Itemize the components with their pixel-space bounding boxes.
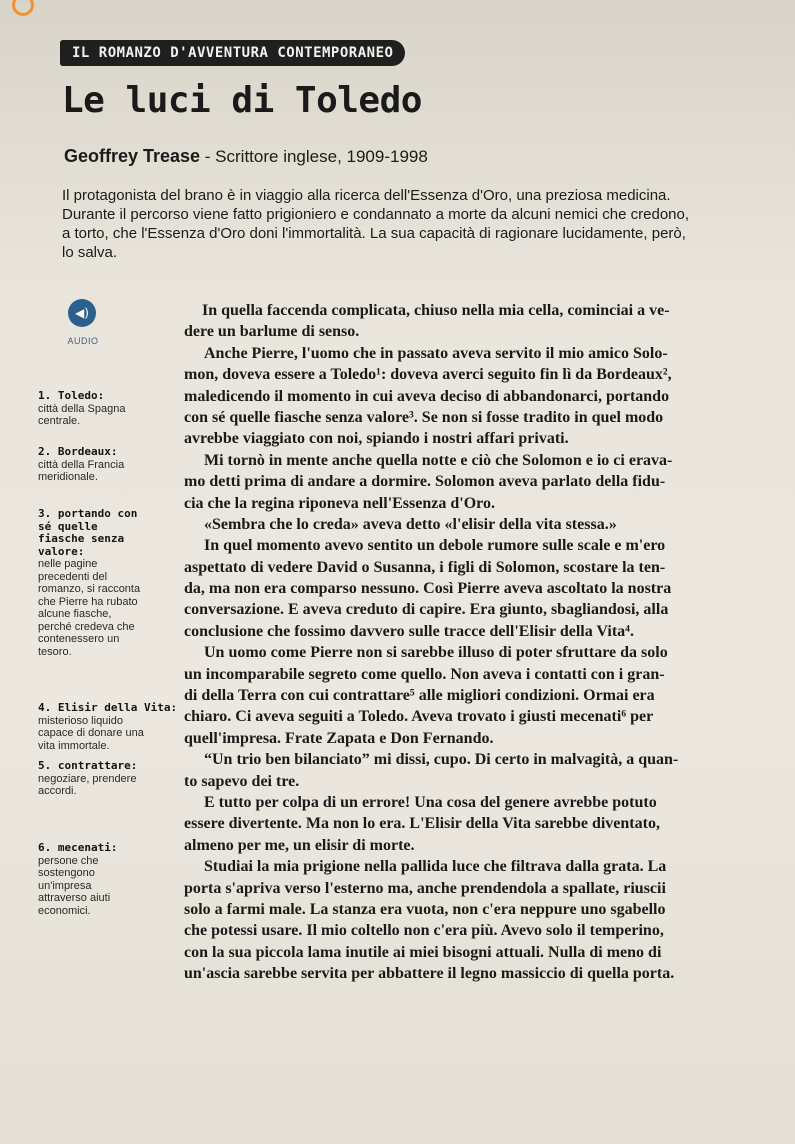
text-line: E tutto per colpa di un errore! Una cosa del genere avrebbe potuto (204, 793, 657, 811)
intro-line: Il protagonista del brano è in viaggio alla ricerca dell'Essenza d'Oro, una preziosa medicina. (62, 187, 671, 204)
text-line: dere un barlume di senso. (184, 323, 360, 341)
note-def-line: nelle pagine (38, 558, 98, 570)
note-item (38, 390, 188, 428)
intro-line: a torto, che l'Essenza d'Oro doni l'immortalità. La sua capacità di ragionare lucidamente, però, (62, 225, 686, 242)
text-line: quell'impresa. Frate Zapata e Don Fernando. (184, 729, 494, 747)
note-def-line: alcune fiasche, (38, 608, 112, 620)
note-def-line: attraverso aiuti (38, 892, 111, 904)
text-line: In quella faccenda complicata, chiuso nella mia cella, cominciai a ve- (202, 302, 670, 319)
author-line (64, 146, 428, 167)
note-def-line: un'impresa (38, 879, 92, 892)
text-line: Anche Pierre, l'uomo che in passato aveva servito il mio amico Solo- (204, 344, 668, 362)
section-banner: IL ROMANZO D'AVVENTURA CONTEMPORANEO (60, 40, 405, 66)
note-item (38, 508, 188, 658)
note-def-line: centrale. (38, 415, 81, 427)
note-def-line: persone che (38, 854, 99, 867)
text-line: mon, doveva essere a Toledo¹: doveva averci seguito fin lì da Bordeaux², (184, 366, 672, 384)
text-line: cia che la regina riponeva nell'Essenza d'Oro. (184, 494, 495, 512)
text-line: maledicendo il momento in cui aveva deciso di abbandonarci, portando (184, 387, 670, 405)
note-item (38, 842, 188, 917)
author-info: - Scrittore inglese, 1909-1998 (200, 147, 428, 166)
note-def-line: negoziare, prendere (38, 772, 137, 785)
author-name: Geoffrey Trease (64, 146, 201, 166)
text-line: chiaro. Ci aveva seguiti a Toledo. Aveva trovato i giusti mecenati⁶ per (184, 708, 654, 726)
text-line: Studiai la mia prigione nella pallida luce che filtrava dalla grata. La (204, 858, 667, 876)
note-def-line: città della Spagna (38, 402, 126, 415)
text-line: che potessi usare. Il mio coltello non c'era più. Avevo solo il temperino, (184, 922, 664, 940)
text-line: conversazione. E aveva creduto di capire. Era giunto, sbagliandosi, alla (184, 601, 669, 619)
note-term: 5. contrattare: (38, 759, 138, 772)
note-term: 3. portando con sé quelle fiasche senza valore: (38, 507, 138, 558)
note-term: 2. Bordeaux: (38, 445, 118, 458)
note-def-line: romanzo, si racconta (38, 583, 141, 595)
note-item (38, 760, 188, 798)
text-line: aspettato di vedere David o Susanna, i figli di Solomon, scostare la ten- (184, 558, 666, 576)
intro-line: Durante il percorso viene fatto prigioniero e condannato a morte da alcuni nemici che credono, (62, 206, 690, 223)
text-line: almeno per me, un elisir di morte. (184, 836, 415, 854)
note-item (38, 446, 188, 484)
text-line: In quel momento avevo sentito un debole rumore sulle scale e m'ero (204, 537, 666, 555)
note-term: 6. mecenati: (38, 841, 118, 854)
text-line: essere divertente. Ma non lo era. L'Elisir della Vita sarebbe diventato, (184, 815, 660, 833)
note-def-line: contenessero un (38, 633, 120, 645)
text-line: mo detti prima di andare a dormire. Solomon aveva parlato della fidu- (184, 473, 666, 491)
text-line: da, ma non era comparso nessuno. Così Pierre aveva ascoltato la nostra (184, 580, 672, 598)
note-def-line: meridionale. (38, 471, 98, 483)
note-def-line: precedenti del (38, 570, 108, 583)
note-def-line: vita immortale. (38, 739, 110, 752)
text-line: un'ascia sarebbe servita per abbattere il legno massiccio di quella porta. (184, 965, 675, 983)
page-title: Le luci di Toledo (62, 80, 422, 121)
text-line: avrebbe viaggiato con noi, spiando i nostri affari privati. (184, 430, 569, 448)
note-term: 1. Toledo: (38, 389, 105, 402)
note-item (38, 702, 188, 752)
note-def-line: misterioso liquido (38, 714, 123, 727)
intro-paragraph (62, 186, 762, 262)
text-line: con sé quelle fiasche senza valore³. Se non si fosse tradito in quel modo (184, 408, 664, 426)
note-def-line: perché credeva che (38, 620, 135, 633)
audio-label: AUDIO (67, 336, 99, 346)
text-line: “Un trio ben bilanciato” mi dissi, cupo. Di certo in malvagità, a quan- (204, 751, 679, 769)
note-def-line: che Pierre ha rubato (38, 595, 138, 608)
note-def-line: capace di donare una (38, 727, 144, 739)
text-line: conclusione che fossimo davvero sulle tracce dell'Elisir della Vita⁴. (184, 622, 634, 640)
text-line: di della Terra con cui contrattare⁵ alle migliori condizioni. Ormai era (184, 687, 655, 705)
story-text (184, 300, 790, 985)
intro-line: lo salva. (62, 244, 118, 261)
text-line: un incomparabile segreto come quello. Non aveva i contatti con i gran- (184, 665, 665, 683)
text-line: solo a farmi male. La stanza era vuota, non c'era neppure uno sgabello (184, 900, 666, 918)
text-line: Un uomo come Pierre non si sarebbe illuso di poter sfruttare da solo (204, 644, 668, 662)
text-line: «Sembra che lo creda» aveva detto «l'elisir della vita stessa.» (204, 515, 617, 533)
note-def-line: città della Francia (38, 458, 125, 471)
text-line: porta s'apriva verso l'esterno ma, anche prendendola a spallate, riuscii (184, 879, 666, 897)
note-term: 4. Elisir della Vita: (38, 701, 178, 714)
text-line: Mi tornò in mente anche quella notte e ciò che Solomon e io ci erava- (204, 451, 673, 469)
note-def-line: tesoro. (38, 645, 72, 658)
note-def-line: accordi. (38, 785, 77, 797)
note-def-line: economici. (38, 904, 91, 917)
note-def-line: sostengono (38, 867, 95, 879)
text-line: con la sua piccola lama inutile ai miei bisogni attuali. Nulla di meno di (184, 943, 662, 961)
text-line: to sapevo dei tre. (184, 772, 300, 790)
speaker-icon[interactable]: ◀) (68, 299, 96, 327)
